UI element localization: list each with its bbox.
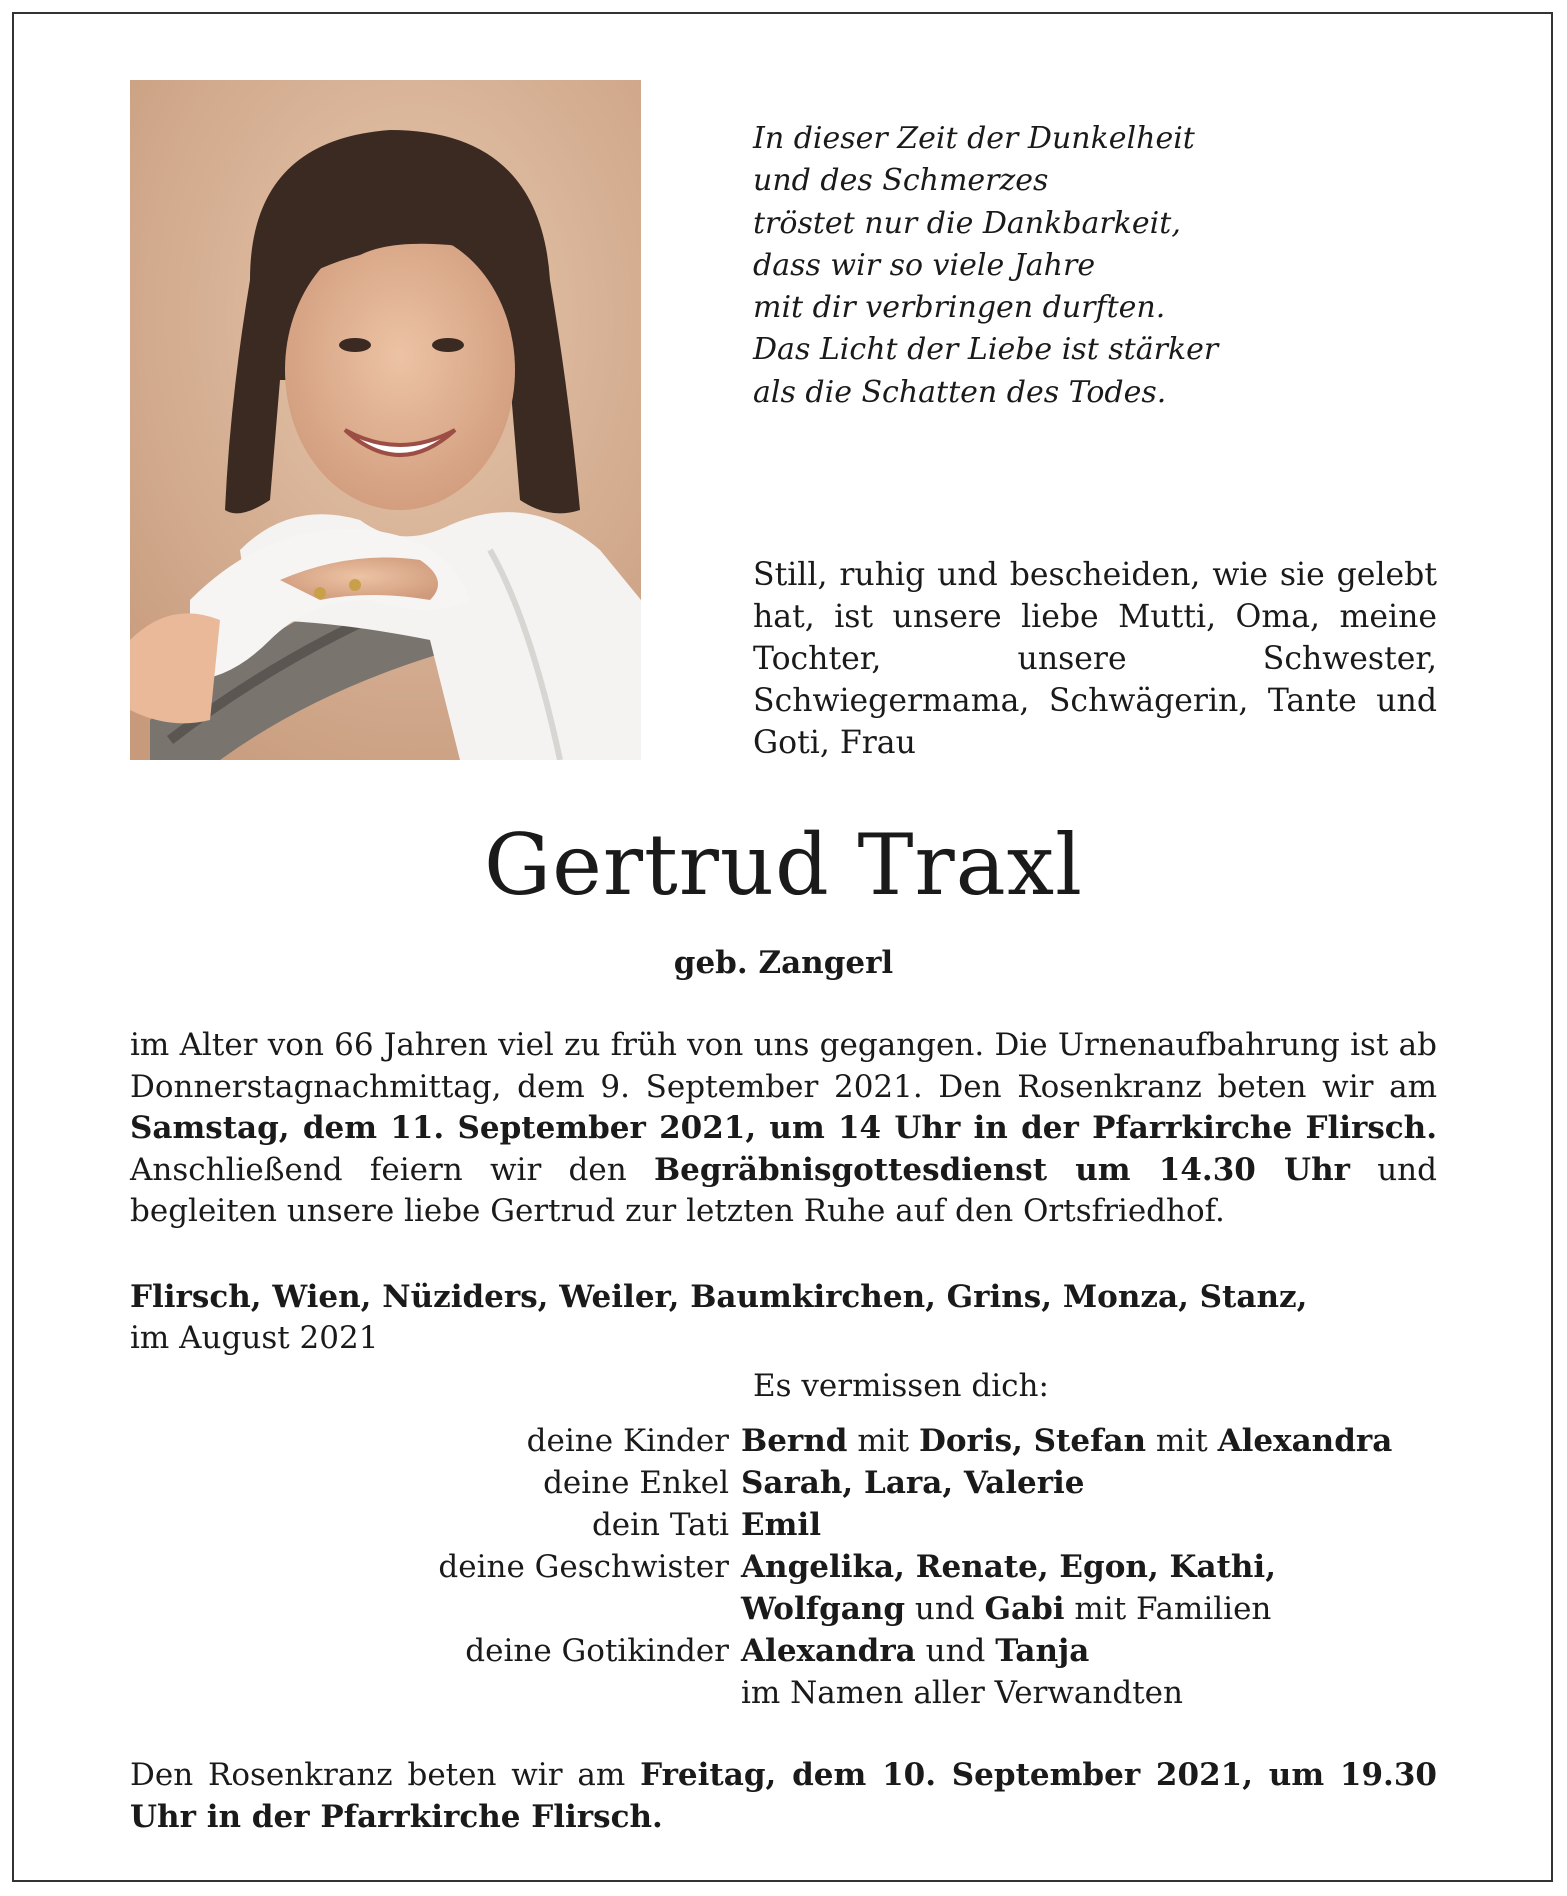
poem-line: Das Licht der Liebe ist stärker: [753, 332, 1219, 368]
poem-line: und des Schmerzes: [753, 163, 1049, 199]
mourner-names: [741, 1546, 1276, 1588]
name: Doris, Stefan: [918, 1423, 1147, 1459]
poem-line: tröstet nur die Dankbarkeit,: [753, 205, 1181, 241]
announcement-text: [130, 1025, 1437, 1233]
connector: mit Familien: [1064, 1591, 1272, 1627]
name: Angelika, Renate, Egon, Kathi,: [741, 1549, 1276, 1585]
mourner-names: [741, 1420, 1392, 1462]
mourner-row: [130, 1672, 1460, 1714]
name: Bernd: [741, 1423, 848, 1459]
places-block: [130, 1277, 1480, 1359]
mourner-row: [130, 1588, 1460, 1630]
mourner-label: deine Geschwister: [438, 1549, 729, 1585]
announcement-part: und begleiten unsere liebe Gertrud zur letzten Ruhe auf den Ortsfriedhof.: [130, 1151, 1437, 1229]
notice-date: im August 2021: [130, 1320, 379, 1356]
mourner-names: [741, 1588, 1271, 1630]
mourners-heading: Es vermissen dich:: [753, 1368, 1049, 1404]
name: Gabi: [984, 1591, 1065, 1627]
name: Sarah, Lara, Valerie: [741, 1465, 1085, 1501]
name: Alexandra: [741, 1633, 916, 1669]
announcement-part: im Alter von 66 Jahren viel zu früh von uns gegangen. Die Urnenaufbahrung ist ab Donnerstagnachmittag, dem 9. September 2021. Den Rosenkranz beten wir am: [130, 1027, 1437, 1105]
funeral-service-time: Begräbnisgottesdienst um 14.30 Uhr: [653, 1151, 1350, 1188]
mourner-row: [130, 1630, 1460, 1672]
connector: mit: [1146, 1423, 1218, 1459]
closing-text: [130, 1755, 1437, 1838]
mourner-names: [741, 1630, 1089, 1672]
connector: und: [915, 1633, 996, 1669]
mourner-names: [741, 1462, 1085, 1504]
poem-line: mit dir verbringen durften.: [753, 290, 1166, 326]
rosary-date: Samstag, dem 11. September 2021, um 14 Uhr in der Pfarrkirche Flirsch.: [130, 1110, 1437, 1146]
name: Emil: [741, 1507, 821, 1543]
closing-rosary-date: Freitag, dem 10. September 2021, um 19.30 Uhr in der Pfarrkirche Flirsch.: [130, 1757, 1437, 1835]
name: Wolfgang: [741, 1591, 906, 1627]
mourner-row: [130, 1546, 1460, 1588]
poem-line: dass wir so viele Jahre: [753, 247, 1096, 283]
relatives-note: im Namen aller Verwandten: [741, 1675, 1183, 1711]
connector: und: [905, 1591, 985, 1627]
mourner-row: [130, 1420, 1460, 1462]
intro-text: Still, ruhig und bescheiden, wie sie gelebt hat, ist unsere liebe Mutti, Oma, meine Tochter, unsere Schwester, Schwiegermama, Schwägerin, Tante und Goti, Frau: [753, 557, 1437, 761]
mourner-label: deine Enkel: [543, 1465, 729, 1501]
announcement-part: Anschließend feiern wir den: [130, 1151, 654, 1188]
connector: mit: [847, 1423, 919, 1459]
mourner-row: [130, 1462, 1460, 1504]
places-list: Flirsch, Wien, Nüziders, Weiler, Baumkirchen, Grins, Monza, Stanz,: [130, 1279, 1308, 1315]
name: Tanja: [995, 1633, 1090, 1669]
deceased-name: Gertrud Traxl: [484, 816, 1083, 914]
poem-line: als die Schatten des Todes.: [753, 374, 1167, 410]
mourner-label: deine Gotikinder: [465, 1633, 729, 1669]
mourner-row: [130, 1504, 1460, 1546]
mourner-names: [741, 1504, 821, 1546]
portrait-photo: [130, 80, 641, 760]
mourners-list: [130, 1420, 1460, 1714]
name: Alexandra: [1217, 1423, 1393, 1459]
poem: [753, 118, 1453, 414]
maiden-name: geb. Zangerl: [673, 945, 894, 981]
poem-line: In dieser Zeit der Dunkelheit: [753, 121, 1195, 156]
closing-part: Den Rosenkranz beten wir am: [130, 1757, 641, 1793]
mourner-label: deine Kinder: [526, 1423, 729, 1459]
mourner-label: dein Tati: [591, 1507, 729, 1543]
